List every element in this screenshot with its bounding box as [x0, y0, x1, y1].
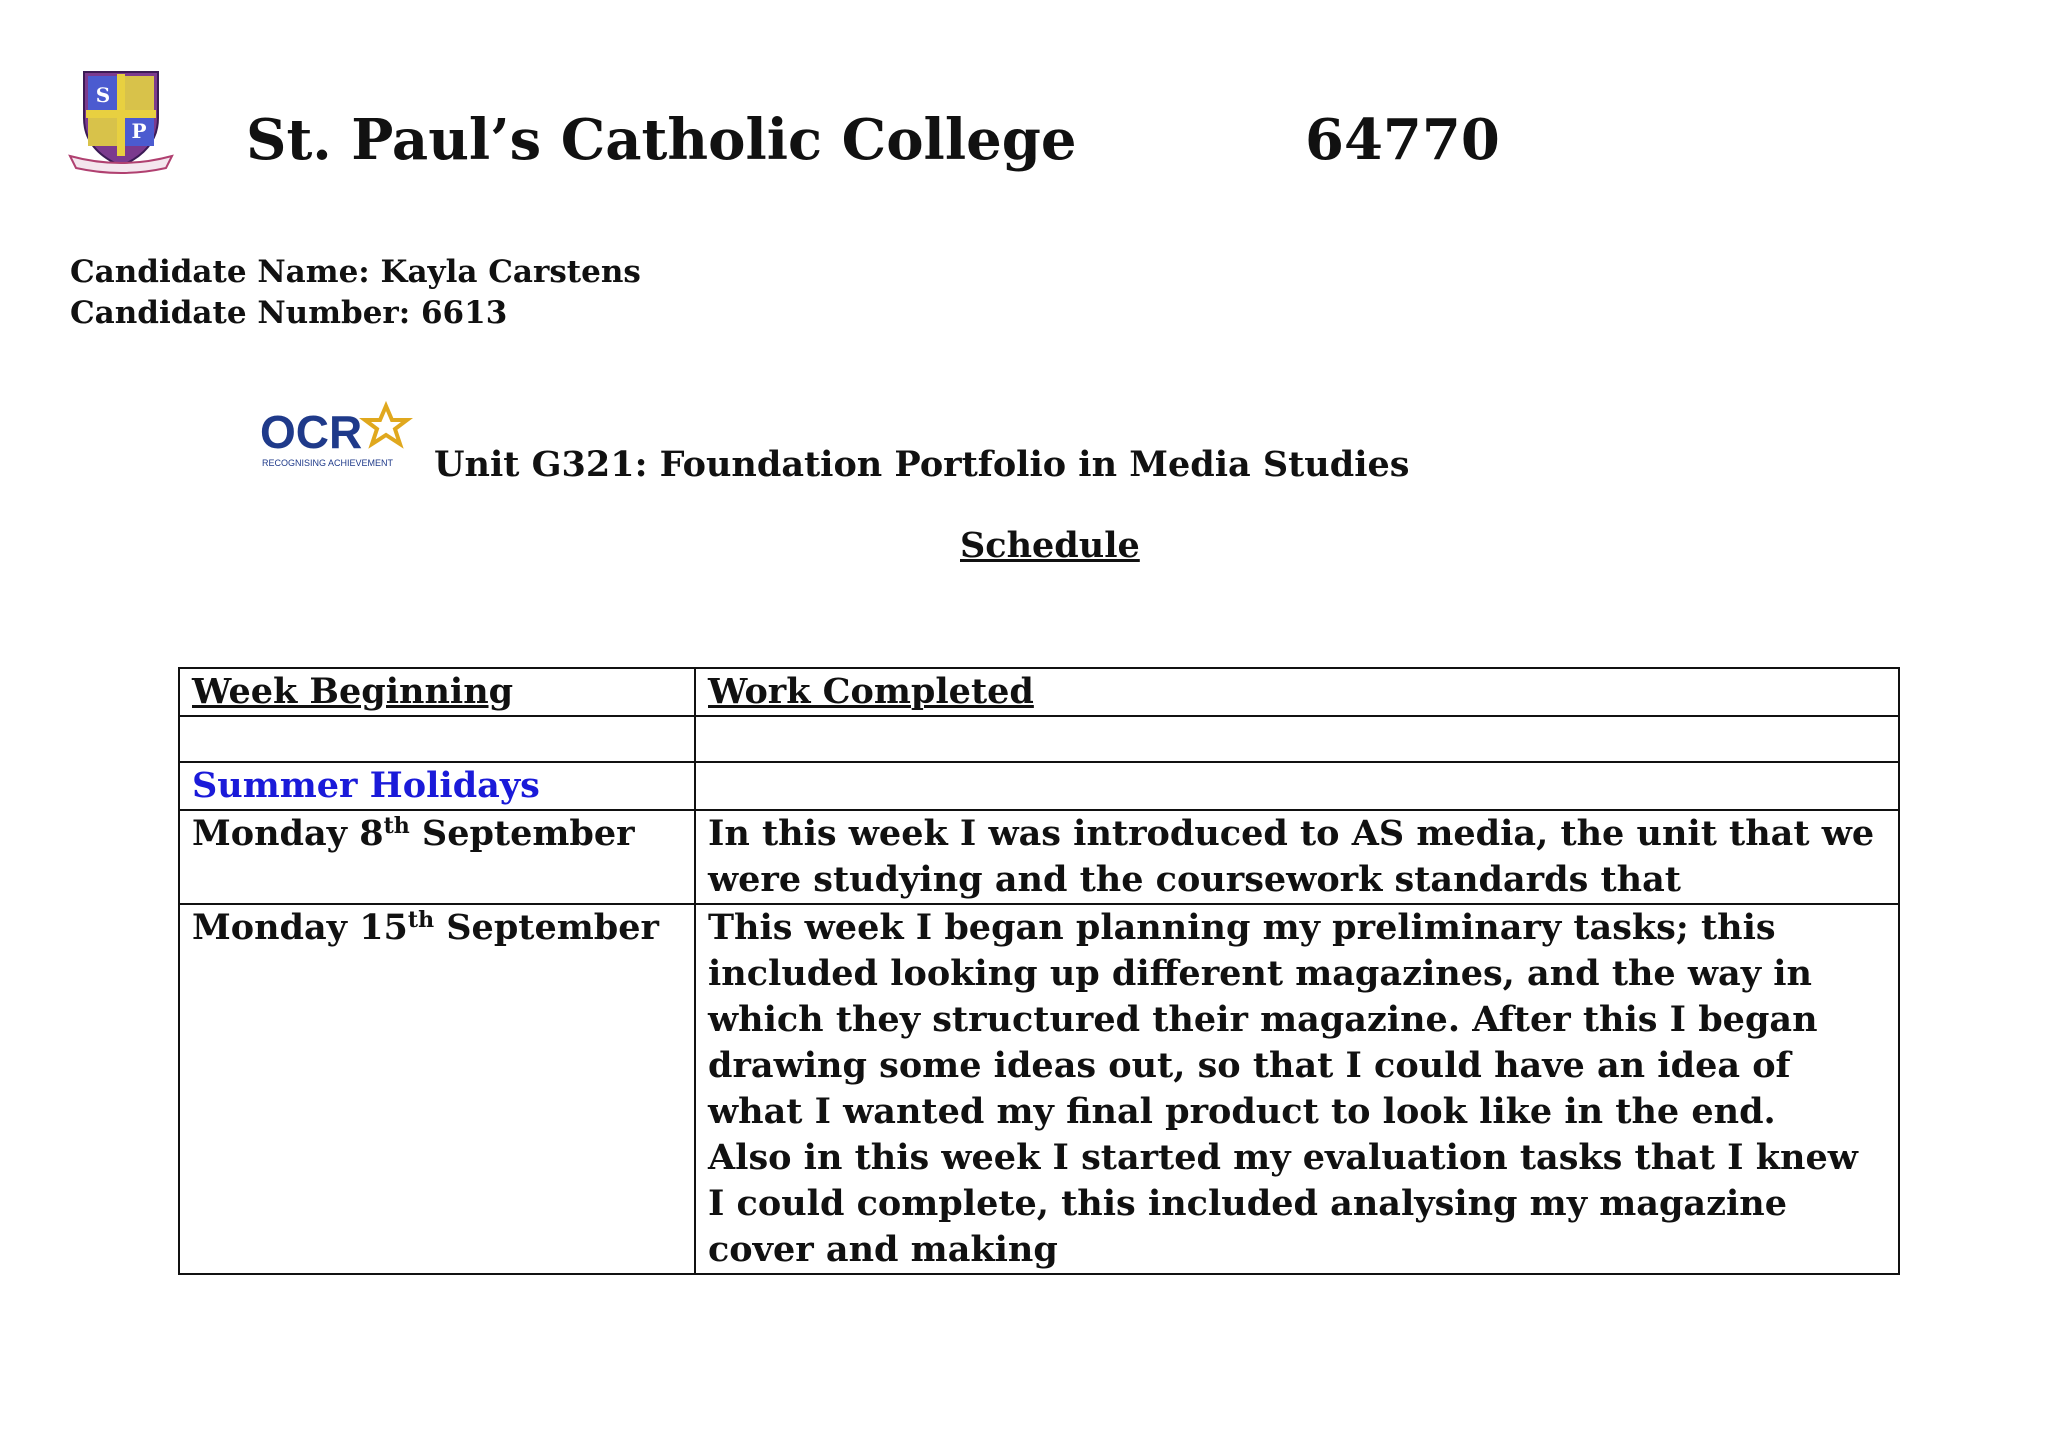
candidate-name: Candidate Name: Kayla Carstens — [70, 254, 641, 290]
candidate-info — [70, 252, 641, 334]
table-row-empty — [179, 716, 1899, 762]
column-header-week: Week Beginning — [179, 668, 695, 716]
table-cell — [695, 762, 1899, 810]
schedule-table — [178, 667, 1900, 1275]
work-paragraph: This week I began planning my preliminary tasks; this included looking up different magazines, and the way in which they structured their magazine. After this I began drawing some ideas out, so that I could have an idea of what I wanted my final product to look like in the end. — [708, 907, 1818, 1132]
work-paragraph: In this week I was introduced to AS media, the unit that we were studying and the coursework standards that — [708, 813, 1875, 900]
ocr-logo-icon — [258, 398, 428, 478]
unit-title: Unit G321: Foundation Portfolio in Media Studies — [434, 444, 1410, 485]
table-row — [179, 904, 1899, 1274]
school-crest-icon — [66, 66, 176, 176]
college-name: St. Paul’s Catholic College — [246, 107, 1077, 173]
week-cell: Monday 15th September — [179, 904, 695, 1274]
table-cell — [695, 716, 1899, 762]
svg-text:OCR: OCR — [260, 406, 363, 458]
table-cell — [179, 716, 695, 762]
table-header-row — [179, 668, 1899, 716]
week-cell: Monday 8th September — [179, 810, 695, 904]
schedule-heading: Schedule — [960, 525, 1140, 566]
candidate-number: Candidate Number: 6613 — [70, 295, 508, 331]
work-paragraph: Also in this week I started my evaluation tasks that I knew I could complete, this included analysing my magazine cover and making — [708, 1137, 1858, 1270]
svg-text:S: S — [95, 83, 111, 107]
svg-text:P: P — [131, 119, 147, 143]
table-row-section — [179, 762, 1899, 810]
table-row — [179, 810, 1899, 904]
work-cell — [695, 810, 1899, 904]
column-header-work: Work Completed — [695, 668, 1899, 716]
section-label: Summer Holidays — [179, 762, 695, 810]
centre-number: 64770 — [1305, 107, 1500, 173]
work-cell — [695, 904, 1899, 1274]
svg-text:RECOGNISING ACHIEVEMENT: RECOGNISING ACHIEVEMENT — [262, 458, 394, 468]
